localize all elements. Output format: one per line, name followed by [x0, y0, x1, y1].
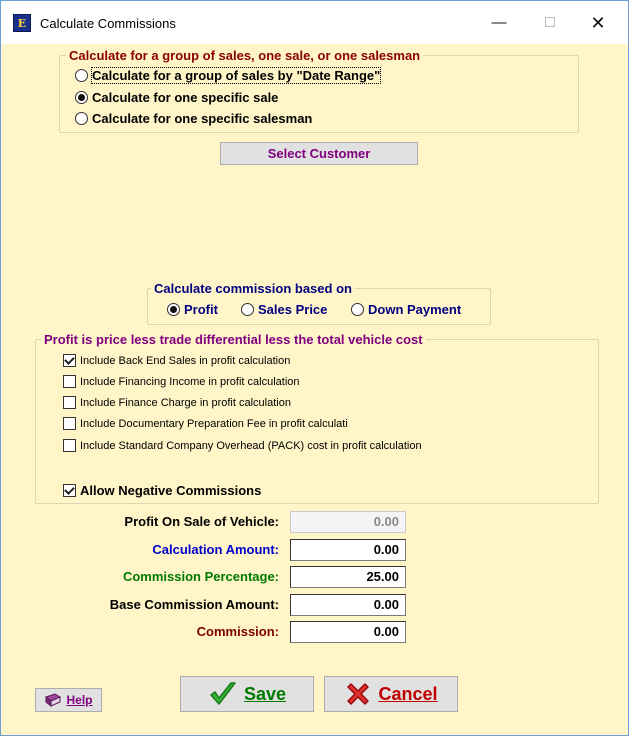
profit-on-sale-field: 0.00: [290, 511, 406, 533]
radio-one-sale[interactable]: [75, 90, 278, 105]
check-allow-negative-label: Allow Negative Commissions: [80, 483, 262, 498]
commission-label: Commission:: [196, 624, 279, 639]
minimize-button[interactable]: —: [491, 14, 507, 31]
cancel-label: Cancel: [378, 683, 438, 704]
checkbox-indicator: [63, 396, 76, 409]
profit-on-sale-label: Profit On Sale of Vehicle:: [124, 514, 279, 529]
select-customer-button[interactable]: Select Customer: [220, 142, 418, 165]
maximize-icon: [545, 17, 555, 27]
radio-date-range-label: Calculate for a group of sales by "Date Range": [92, 68, 381, 83]
radio-one-salesman-label: Calculate for one specific salesman: [92, 111, 313, 126]
help-button[interactable]: [35, 688, 102, 712]
checkbox-indicator: [63, 439, 76, 452]
radio-one-sale-label: Calculate for one specific sale: [92, 90, 279, 105]
checkmark-icon: [208, 680, 238, 708]
maximize-button[interactable]: [538, 11, 562, 35]
red-x-icon: [344, 680, 372, 708]
check-pack-overhead[interactable]: [63, 439, 422, 452]
radio-indicator: [167, 303, 180, 316]
window-title: Calculate Commissions: [40, 16, 176, 31]
radio-indicator: [75, 91, 88, 104]
checkbox-indicator: [63, 354, 76, 367]
save-button[interactable]: [180, 676, 314, 712]
help-label: Help: [66, 693, 93, 707]
checkbox-indicator: [63, 375, 76, 388]
calculation-amount-label: Calculation Amount:: [152, 542, 279, 557]
check-doc-prep-fee-label: Include Documentary Preparation Fee in profit calculati: [80, 417, 348, 430]
checkbox-indicator: [63, 417, 76, 430]
title-bar: [1, 1, 628, 45]
app-logo-icon: E: [13, 14, 31, 32]
radio-basis-sales-price[interactable]: [241, 302, 327, 317]
radio-indicator: [351, 303, 364, 316]
check-pack-overhead-label: Include Standard Company Overhead (PACK) cost in profit calculation: [80, 439, 422, 452]
base-commission-label: Base Commission Amount:: [109, 597, 279, 612]
check-doc-prep-fee[interactable]: [63, 417, 348, 430]
profit-options-legend: Profit is price less trade differential less the total vehicle cost: [44, 332, 423, 347]
radio-indicator: [75, 69, 88, 82]
check-finance-charge[interactable]: [63, 396, 291, 409]
radio-basis-sales-price-label: Sales Price: [258, 302, 328, 317]
radio-indicator: [241, 303, 254, 316]
check-allow-negative[interactable]: [63, 483, 261, 498]
radio-one-salesman[interactable]: [75, 111, 312, 126]
commission-basis-legend: Calculate commission based on: [154, 281, 352, 296]
radio-basis-down-payment-label: Down Payment: [368, 302, 462, 317]
commission-field[interactable]: 0.00: [290, 621, 406, 643]
radio-date-range[interactable]: [75, 68, 380, 83]
radio-basis-down-payment[interactable]: [351, 302, 461, 317]
commission-percentage-field[interactable]: 25.00: [290, 566, 406, 588]
check-back-end-sales[interactable]: [63, 354, 290, 367]
radio-basis-profit-label: Profit: [184, 302, 218, 317]
radio-indicator: [75, 112, 88, 125]
radio-basis-profit[interactable]: [167, 302, 218, 317]
check-financing-income[interactable]: [63, 375, 300, 388]
base-commission-field[interactable]: 0.00: [290, 594, 406, 616]
checkbox-indicator: [63, 484, 76, 497]
check-financing-income-label: Include Financing Income in profit calculation: [80, 375, 300, 388]
commission-percentage-label: Commission Percentage:: [122, 569, 279, 584]
check-finance-charge-label: Include Finance Charge in profit calculation: [80, 396, 291, 409]
cancel-button[interactable]: [324, 676, 458, 712]
calculation-amount-field[interactable]: 0.00: [290, 539, 406, 561]
book-icon: [44, 693, 62, 707]
close-button[interactable]: ✕: [590, 13, 606, 33]
check-back-end-sales-label: Include Back End Sales in profit calculation: [80, 354, 291, 367]
save-label: Save: [243, 683, 287, 704]
scope-group-legend: Calculate for a group of sales, one sale, or one salesman: [69, 48, 421, 63]
